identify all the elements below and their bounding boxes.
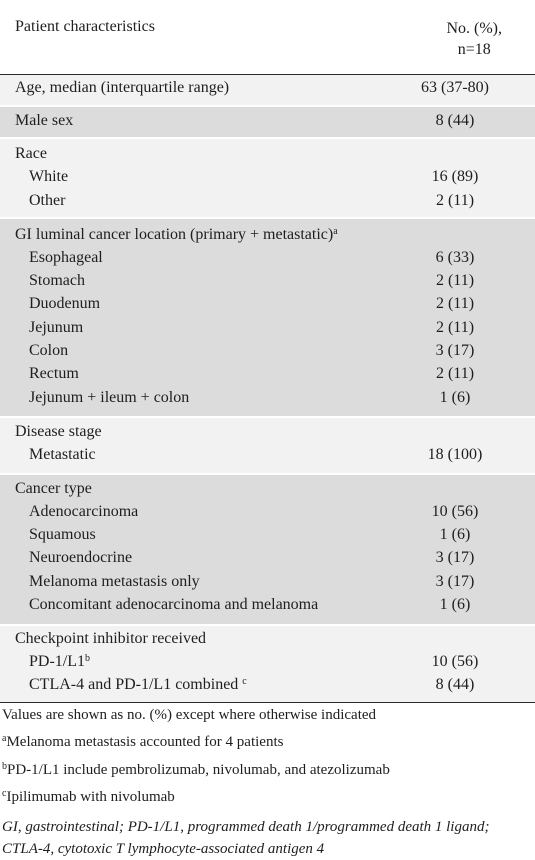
row-label: Checkpoint inhibitor received <box>15 630 207 647</box>
row-label: Neuroendocrine <box>29 549 133 566</box>
row-label: Colon <box>29 342 69 359</box>
table-row <box>0 630 535 653</box>
row-label: Jejunum + ileum + colon <box>29 389 190 406</box>
table-row <box>0 596 535 619</box>
row-value: 1 (6) <box>439 389 471 406</box>
row-value: 3 (17) <box>435 549 475 566</box>
table-row <box>0 319 535 342</box>
row-value: 2 (11) <box>435 365 475 382</box>
footnote-abbreviations: GI, gastrointestinal; PD-1/L1, programmed death 1/programmed death 1 ligand; CTLA-4, cytotoxic T lymphocyte-associated antigen 4 <box>2 819 490 857</box>
row-value: 1 (6) <box>439 526 471 543</box>
table-bottom-rule <box>0 702 535 703</box>
table-row <box>0 365 535 388</box>
table-row <box>0 295 535 318</box>
row-value: 10 (56) <box>431 503 479 520</box>
row-value: 3 (17) <box>435 573 475 590</box>
row-label: Adenocarcinoma <box>29 503 139 520</box>
row-value: 8 (44) <box>435 676 475 693</box>
footnote-a <box>2 734 535 751</box>
row-value: 2 (11) <box>435 272 475 289</box>
row-label: Stomach <box>29 272 85 289</box>
footnote-marker: c <box>2 788 7 799</box>
footnote-marker: c <box>242 676 247 687</box>
row-value: 6 (33) <box>435 249 475 266</box>
row-label: Duodenum <box>29 295 101 312</box>
table-row <box>0 526 535 549</box>
footnote-marker: a <box>333 226 338 237</box>
row-label: PD-1/L1 <box>29 653 85 670</box>
table-row <box>0 480 535 503</box>
row-value: 2 (11) <box>435 295 475 312</box>
row-label: Age, median (interquartile range) <box>15 79 230 96</box>
table-row <box>0 226 535 249</box>
table-row <box>0 145 535 168</box>
row-label: Concomitant adenocarcinoma and melanoma <box>29 596 319 613</box>
row-value: 2 (11) <box>435 319 475 336</box>
row-label: Esophageal <box>29 249 103 266</box>
row-value: 18 (100) <box>427 446 483 463</box>
table-row <box>0 342 535 365</box>
footnote-b <box>2 762 535 779</box>
row-label-wrap <box>29 676 247 694</box>
header-characteristics: Patient characteristics <box>15 18 155 35</box>
row-label: Disease stage <box>15 423 102 440</box>
row-value: 63 (37-80) <box>421 79 489 96</box>
footnote-marker: a <box>2 733 7 744</box>
row-label: Cancer type <box>15 480 92 497</box>
footnote-text: PD-1/L1 include pembrolizumab, nivolumab, and atezolizumab <box>7 762 390 778</box>
table-row <box>0 112 535 135</box>
row-label: CTLA-4 and PD-1/L1 combined <box>29 676 239 693</box>
table-row <box>0 192 535 215</box>
row-value: 8 (44) <box>435 112 475 129</box>
table-row <box>0 168 535 191</box>
row-label: Race <box>15 145 47 162</box>
table-header <box>0 0 535 74</box>
row-label-wrap <box>29 653 90 671</box>
footnote-general: Values are shown as no. (%) except where otherwise indicated <box>2 707 377 723</box>
footnote-text: Melanoma metastasis accounted for 4 patients <box>6 734 284 750</box>
table-row <box>0 272 535 295</box>
row-label: White <box>29 168 69 185</box>
footnote-marker: b <box>85 653 90 664</box>
table-row <box>0 503 535 526</box>
row-label: Jejunum <box>29 319 84 336</box>
header-count <box>446 18 502 60</box>
table-row <box>0 573 535 596</box>
table-row <box>0 446 535 469</box>
row-label-wrap <box>15 226 338 244</box>
row-label: Metastatic <box>29 446 96 463</box>
table-row <box>0 676 535 699</box>
table-row <box>0 249 535 272</box>
row-label: Melanoma metastasis only <box>29 573 200 590</box>
header-count-line2: n=18 <box>457 41 491 58</box>
row-value: 2 (11) <box>435 192 475 209</box>
table-row <box>0 653 535 676</box>
row-value: 3 (17) <box>435 342 475 359</box>
row-label: GI luminal cancer location (primary + metastatic) <box>15 226 334 243</box>
footnote-text: Ipilimumab with nivolumab <box>6 789 175 805</box>
row-label: Rectum <box>29 365 79 382</box>
table-row <box>0 423 535 446</box>
table-row <box>0 549 535 572</box>
header-count-line1: No. (%), <box>446 20 502 37</box>
footnote-marker: b <box>2 761 7 772</box>
table-row <box>0 79 535 102</box>
row-label: Other <box>29 192 66 209</box>
row-label: Male sex <box>15 112 74 129</box>
row-label: Squamous <box>29 526 96 543</box>
row-value: 10 (56) <box>431 653 479 670</box>
row-value: 16 (89) <box>431 168 479 185</box>
footnote-c <box>2 789 535 806</box>
row-value: 1 (6) <box>439 596 471 613</box>
table-row <box>0 389 535 412</box>
